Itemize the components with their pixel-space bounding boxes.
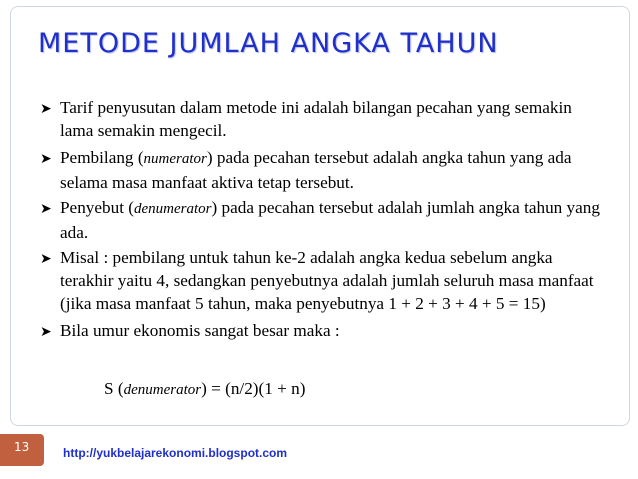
bullet-icon: ➤ <box>40 324 52 340</box>
bullet-italic-term: numerator <box>143 151 207 167</box>
bullet-icon: ➤ <box>40 101 52 117</box>
bullet-icon: ➤ <box>40 151 52 167</box>
bullet-item <box>40 196 600 244</box>
bullet-item <box>40 146 600 194</box>
bullet-text-end: ) pada pecahan tersebut adalah jumlah angka tahun yang ada. <box>60 198 600 242</box>
bullet-item <box>40 246 600 317</box>
bullet-icon: ➤ <box>40 201 52 217</box>
bullet-item <box>40 96 600 144</box>
bullet-item <box>40 319 600 344</box>
slide-title: METODE JUMLAH ANGKA TAHUN <box>38 28 499 59</box>
footer-url-link[interactable]: http://yukbelajarekonomi.blogspot.com <box>63 446 288 460</box>
bullet-text-end: ) pada pecahan tersebut adalah angka tahun yang ada selama masa manfaat aktiva tetap tersebut. <box>60 148 572 192</box>
bullet-text: Tarif penyusutan dalam metode ini adalah bilangan pecahan yang semakin lama semakin mengecil. <box>60 98 572 140</box>
formula-start: S ( <box>104 379 124 398</box>
formula-end: ) = (n/2)(1 + n) <box>201 379 306 398</box>
bullet-text: Pembilang ( <box>60 148 144 167</box>
bullet-text: Penyebut ( <box>60 198 134 217</box>
bullet-text: Bila umur ekonomis sangat besar maka : <box>60 321 340 340</box>
formula-italic-term: denumerator <box>123 382 202 398</box>
page-number: 13 <box>14 440 30 454</box>
bullet-list <box>40 96 600 346</box>
formula <box>104 379 305 399</box>
bullet-text: Misal : pembilang untuk tahun ke-2 adalah angka kedua sebelum angka terakhir yaitu 4, sedangkan penyebutnya adalah jumlah seluruh masa manfaat (jika masa manfaat 5 tahun, maka penyebutnya 1 + 2 + 3 + 4 + 5 = 15) <box>60 248 594 313</box>
bullet-icon: ➤ <box>40 251 52 267</box>
bullet-italic-term: denumerator <box>134 201 212 217</box>
